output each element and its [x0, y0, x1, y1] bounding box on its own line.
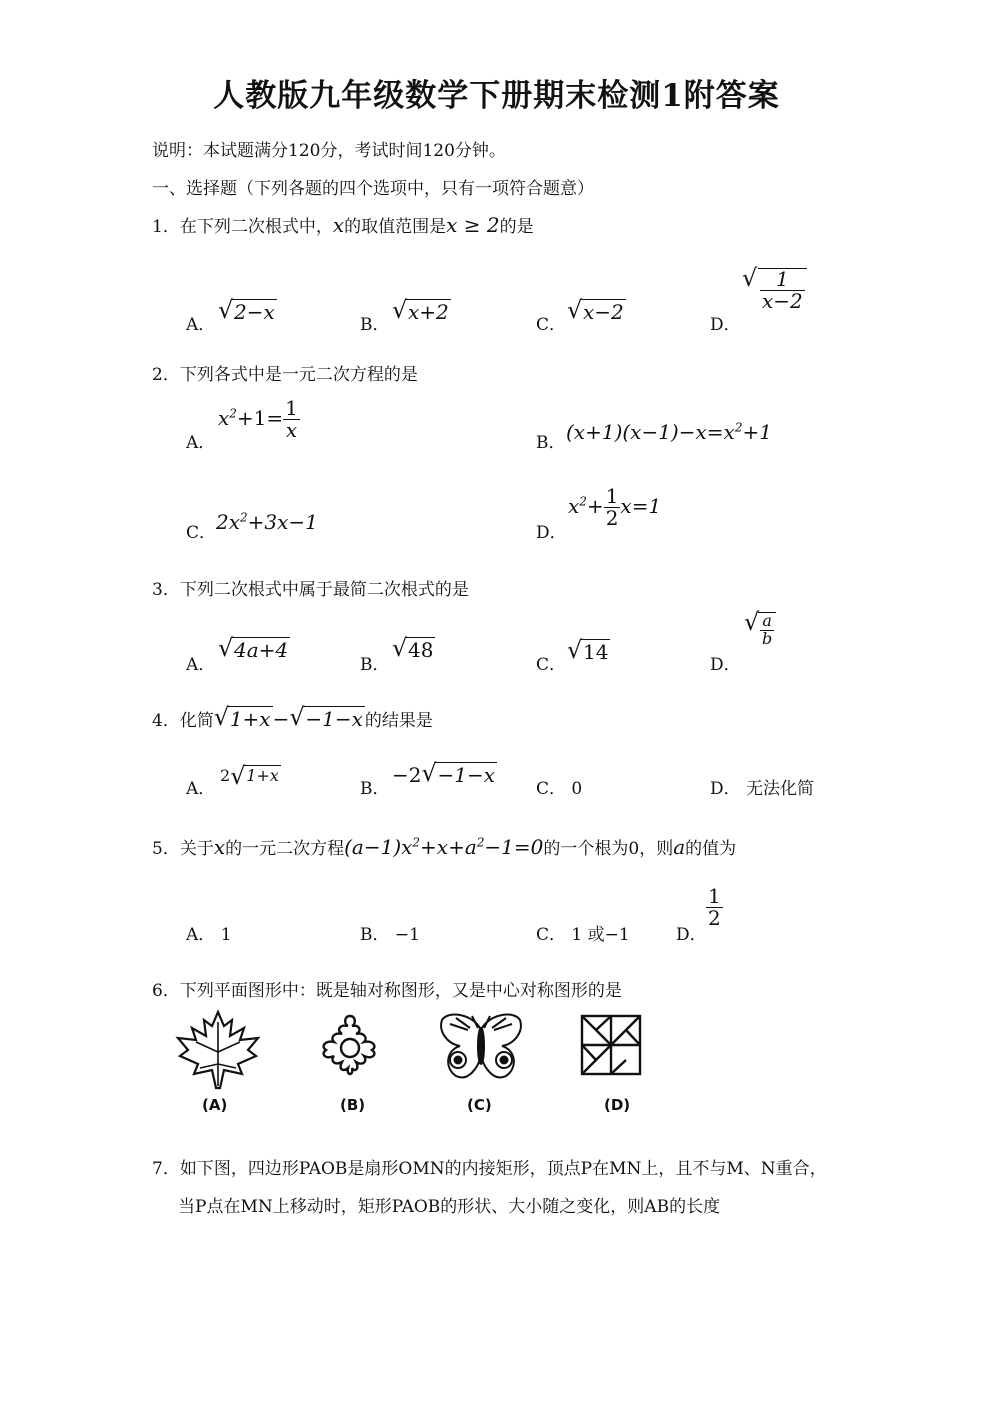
q5-var2: a: [673, 835, 686, 859]
q5-option-c[interactable]: [536, 920, 630, 945]
q4-number: 4．: [152, 711, 180, 731]
section-heading: 一、选择题（下列各题的四个选项中，只有一项符合题意）: [152, 179, 594, 199]
figure-label-a[interactable]: (A): [202, 1096, 228, 1114]
q4-option-b[interactable]: [360, 774, 390, 799]
question-7: [152, 1154, 827, 1179]
q1-option-d-expr: [742, 268, 807, 312]
q3-d-label: D．: [710, 655, 741, 675]
question-6: [152, 976, 622, 1001]
q2-number: 2．: [152, 365, 180, 385]
q3-option-b[interactable]: [360, 650, 390, 675]
q1-post: 的是: [499, 217, 534, 237]
q4-option-a[interactable]: [186, 774, 215, 799]
q3-a-label: A．: [186, 655, 216, 675]
q1-c-radicand: x−2: [583, 300, 624, 324]
q1-a-label: A．: [186, 315, 216, 335]
figure-label-c[interactable]: (C): [467, 1096, 492, 1114]
q2-c-expr1: 2x: [216, 510, 241, 534]
q5-exp1: 2: [412, 835, 421, 850]
q1-pre: 在下列二次根式中，: [179, 217, 333, 237]
q1-option-a[interactable]: [186, 310, 215, 335]
q4-a-radicand: 1+x: [246, 766, 279, 785]
q4-b-label: B．: [360, 779, 390, 799]
q5-a-label: A．: [186, 925, 216, 945]
q3-option-a[interactable]: [186, 650, 215, 675]
q1-option-b[interactable]: [360, 310, 390, 335]
q5-b-value: −1: [394, 925, 420, 945]
q1-b-label: B．: [360, 315, 390, 335]
q5-eq1: (a−1)x: [344, 835, 413, 859]
q2-a-lhs: x: [218, 406, 230, 430]
q4-option-b-expr: [392, 763, 497, 787]
q2-d-exp: 2: [579, 494, 587, 509]
q3-number: 3．: [152, 580, 180, 600]
q5-c-value: 1 或−1: [571, 925, 630, 945]
q4-pre: 化简: [179, 711, 214, 731]
q1-var: x: [332, 213, 345, 237]
q1-a-radicand: 2−x: [234, 300, 275, 324]
q4-a-label: A．: [186, 779, 216, 799]
q4-c-label: C．: [536, 779, 567, 799]
q3-a-radicand: 4a+4: [234, 638, 289, 662]
figure-label-b[interactable]: (B): [340, 1096, 366, 1114]
q2-option-b-expr: [566, 420, 772, 444]
q3-option-a-expr: [218, 638, 290, 662]
figure-label-d[interactable]: (D): [604, 1096, 631, 1114]
q5-number: 5．: [152, 839, 180, 859]
q1-d-numerator: √ 1: [760, 269, 805, 291]
q2-option-c-expr: [216, 510, 318, 534]
q2-option-b[interactable]: [536, 428, 566, 453]
q6-number: 6．: [152, 981, 180, 1001]
q2-b-exp: 2: [734, 420, 743, 435]
q5-d-label: D．: [676, 925, 707, 945]
q4-a-coef: 2: [220, 766, 231, 785]
q2-option-a-expr: [218, 398, 300, 441]
q5-pre: 关于: [179, 839, 214, 859]
q3-d-num: √ a: [760, 613, 774, 631]
q7-number: 7．: [152, 1159, 180, 1179]
q2-d-expr1: x: [568, 494, 580, 518]
q1-option-c-expr: [567, 300, 626, 324]
q3-option-b-expr: [392, 638, 435, 662]
q4-d-value: 无法化简: [746, 779, 815, 799]
q7-line1: 如下图，四边形PAOB是扇形OMN的内接矩形，顶点P在MN上，且不与M、N重合，: [179, 1159, 827, 1179]
question-7-line2: 当P点在MN上移动时，矩形PAOB的形状、大小随之变化，则AB的长度: [178, 1197, 721, 1217]
q6-text: 下列平面图形中：既是轴对称图形，又是中心对称图形的是: [179, 981, 622, 1001]
exam-note: 说明：本试题满分120分，考试时间120分钟。: [152, 141, 506, 161]
maple-leaf-figure[interactable]: [172, 1008, 264, 1092]
q3-option-d-expr: [744, 612, 776, 648]
q4-post: 的结果是: [364, 711, 433, 731]
q5-option-b[interactable]: [360, 920, 420, 945]
q5-eq2: +x+a: [420, 835, 477, 859]
q5-eq3: −1=0: [484, 835, 544, 859]
q1-option-b-expr: [392, 300, 451, 324]
q3-b-label: B．: [360, 655, 390, 675]
q5-mid: 的一元二次方程: [225, 839, 345, 859]
q4-rad1: 1+x: [229, 707, 271, 731]
q2-a-den: x: [285, 418, 298, 442]
q4-option-a-expr: [220, 766, 281, 785]
question-1: [152, 212, 534, 237]
q2-b-tail: +1: [742, 420, 772, 444]
q2-option-d-expr: [568, 486, 661, 529]
q2-d-num: 1: [605, 484, 619, 508]
q2-a-exp: 2: [229, 406, 237, 421]
q5-option-d[interactable]: [676, 920, 707, 945]
question-4: [152, 706, 433, 731]
page-title: 人教版九年级数学下册期末检测1附答案: [213, 78, 780, 114]
q2-c-expr2: +3x−1: [247, 510, 318, 534]
q1-d-label: D．: [710, 315, 741, 335]
q3-text: 下列二次根式中属于最简二次根式的是: [179, 580, 469, 600]
q5-option-d-expr: [706, 886, 723, 929]
q2-option-a[interactable]: [186, 428, 215, 453]
question-2: [152, 360, 418, 385]
q3-c-label: C．: [536, 655, 567, 675]
q5-d-den: 2: [708, 906, 721, 930]
question-5: [152, 834, 736, 859]
q3-c-radicand: 14: [583, 640, 609, 664]
q2-a-mid: +1=: [236, 406, 284, 430]
q2-d-den: 2: [605, 506, 619, 530]
q4-b-coef: −2: [392, 763, 422, 787]
q5-c-label: C．: [536, 925, 567, 945]
q5-exp2: 2: [476, 835, 485, 850]
q2-c-label: C．: [186, 523, 217, 543]
q5-option-a[interactable]: [186, 920, 232, 945]
q2-a-num: 1: [285, 396, 298, 420]
q2-c-exp: 2: [240, 510, 248, 525]
snowflake-figure[interactable]: [312, 1010, 388, 1086]
q3-d-den: b: [762, 628, 773, 648]
q5-d-num: 1: [708, 884, 721, 908]
butterfly-figure[interactable]: [438, 1010, 524, 1084]
q4-c-value: 0: [571, 779, 583, 799]
question-3: [152, 575, 469, 600]
q1-option-a-expr: [218, 300, 277, 324]
q5-post: 的一个根为0，则: [543, 839, 674, 859]
q4-option-d[interactable]: [710, 774, 814, 799]
q5-a-value: 1: [220, 925, 232, 945]
q5-b-label: B．: [360, 925, 390, 945]
q3-option-c[interactable]: [536, 650, 566, 675]
q3-option-c-expr: [567, 640, 610, 664]
q1-condition: x ≥ 2: [446, 213, 500, 237]
q5-post2: 的值为: [685, 839, 737, 859]
q2-d-label: D．: [536, 523, 567, 543]
q1-d-denominator: x−2: [762, 289, 803, 313]
q1-c-label: C．: [536, 315, 567, 335]
q1-option-c[interactable]: [536, 310, 566, 335]
q2-d-plus: +: [586, 494, 604, 518]
q4-minus: −: [272, 707, 290, 731]
q2-text: 下列各式中是一元二次方程的是: [179, 365, 418, 385]
q3-option-d[interactable]: [710, 650, 741, 675]
q2-option-c[interactable]: [186, 518, 216, 543]
q2-d-expr3: x=1: [620, 494, 662, 518]
q2-b-label: B．: [536, 433, 566, 453]
q4-rad2: −1−x: [305, 707, 363, 731]
q1-number: 1．: [152, 217, 180, 237]
q5-var: x: [213, 835, 226, 859]
q4-option-c[interactable]: [536, 774, 582, 799]
q2-option-d[interactable]: [536, 518, 567, 543]
q4-b-radicand: −1−x: [437, 763, 496, 787]
q1-mid: 的取值范围是: [344, 217, 447, 237]
q1-b-radicand: x+2: [408, 300, 449, 324]
q1-option-d[interactable]: [710, 310, 741, 335]
pinwheel-figure[interactable]: [578, 1012, 644, 1078]
q3-b-radicand: 48: [408, 638, 434, 662]
q2-a-label: A．: [186, 433, 216, 453]
q2-b-expr: (x+1)(x−1)−x=x: [566, 420, 735, 444]
q4-d-label: D．: [710, 779, 741, 799]
